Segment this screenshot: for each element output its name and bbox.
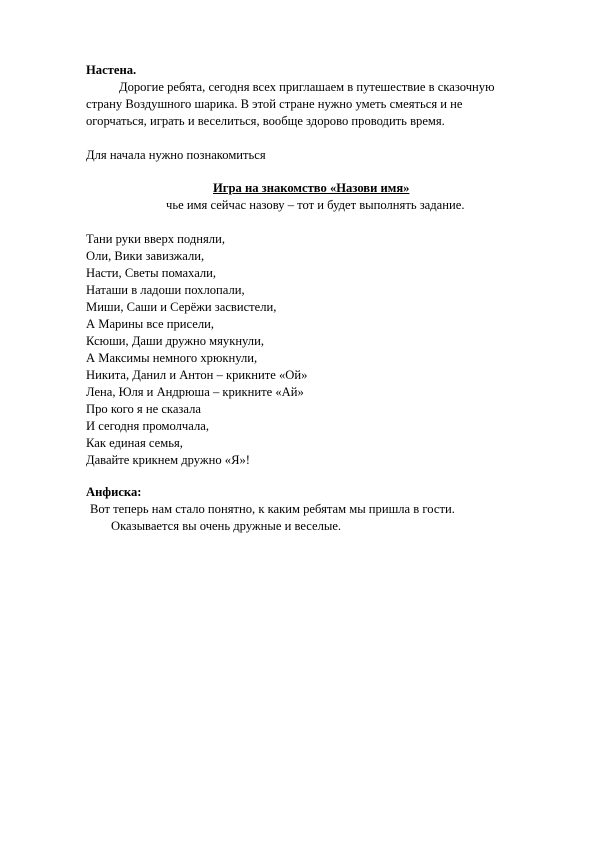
poem-line: Давайте крикнем дружно «Я»! — [86, 453, 250, 467]
poem-line: Лена, Юля и Андрюша – крикните «Ай» — [86, 385, 304, 399]
poem-line: Насти, Светы помахали, — [86, 266, 217, 280]
game-subtitle: чье имя сейчас назову – тот и будет выполнять задание. — [166, 198, 465, 212]
paragraph-line: Вот теперь нам стало понятно, к каким ребятам мы пришла в гости. — [90, 502, 455, 516]
paragraph-line: Дорогие ребята, сегодня всех приглашаем в путешествие в сказочную — [119, 80, 495, 94]
poem-line: Тани руки вверх подняли, — [86, 232, 225, 246]
poem-line: И сегодня промолчала, — [86, 419, 209, 433]
poem-line: Никита, Данил и Антон – крикните «Ой» — [86, 368, 308, 382]
intro-text: Для начала нужно познакомиться — [86, 148, 266, 162]
speaker-name-anfiska: Анфиска: — [86, 485, 142, 499]
game-title: Игра на знакомство «Назови имя» — [213, 181, 410, 195]
poem-line: Как единая семья, — [86, 436, 183, 450]
speaker-name-nastena: Настена. — [86, 63, 137, 77]
poem-line: А Марины все присели, — [86, 317, 215, 331]
poem-line: Оли, Вики завизжали, — [86, 249, 205, 263]
paragraph-line: страну Воздушного шарика. В этой стране нужно уметь смеяться и не — [86, 97, 463, 111]
paragraph-line: Оказывается вы очень дружные и веселые. — [111, 519, 342, 533]
poem-line: Миши, Саши и Серёжи засвистели, — [86, 300, 277, 314]
poem-line: Ксюши, Даши дружно мяукнули, — [86, 334, 264, 348]
poem-line: Про кого я не сказала — [86, 402, 201, 416]
poem-line: А Максимы немного хрюкнули, — [86, 351, 258, 365]
poem-line: Наташи в ладоши похлопали, — [86, 283, 245, 297]
paragraph-line: огорчаться, играть и веселиться, вообще здорово проводить время. — [86, 114, 445, 128]
